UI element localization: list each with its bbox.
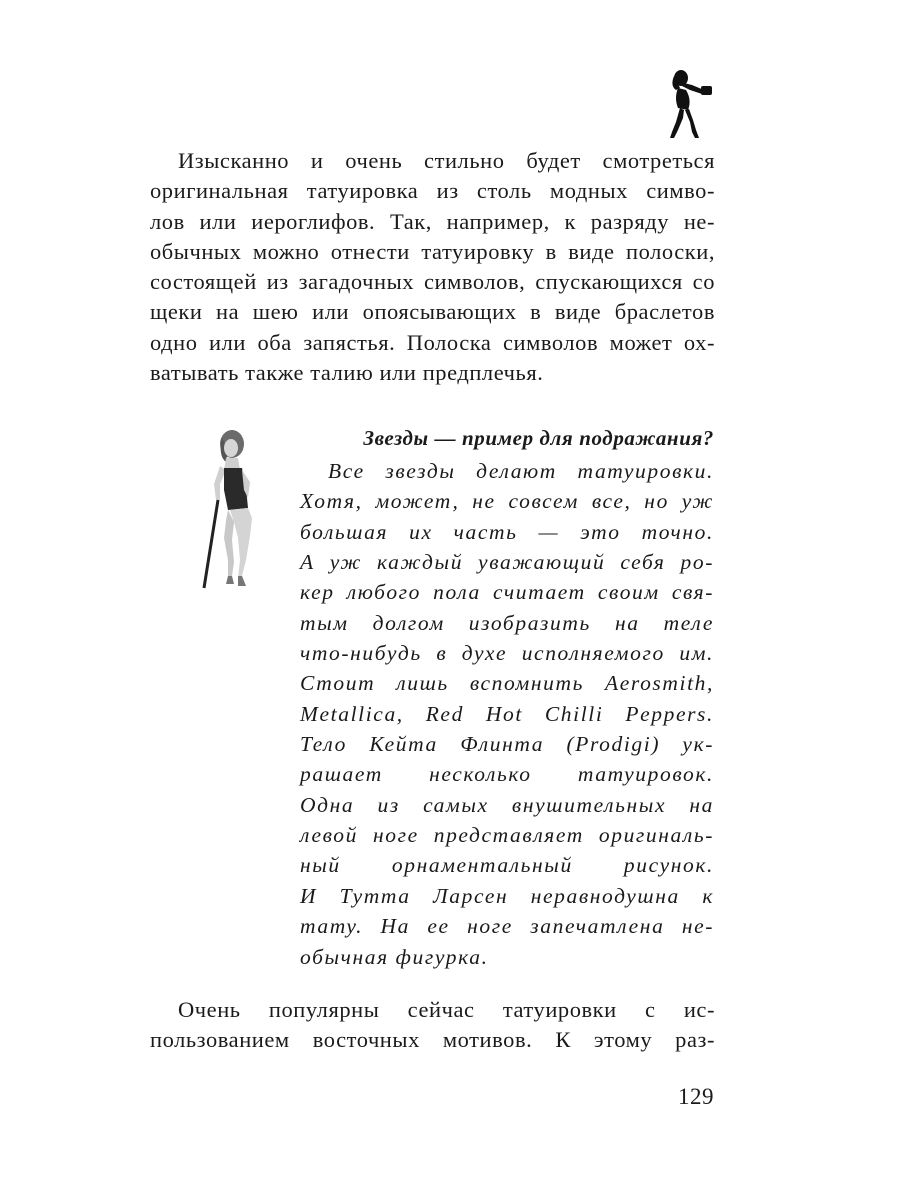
text-line: Тело Кейта Флинта (Prodigi) ук- [300, 732, 714, 757]
text-line: оригинальная татуировка из столь модных симво- [150, 178, 715, 204]
text-line: Одна из самых внушительных на [300, 792, 714, 817]
paragraph-intro [150, 146, 715, 388]
text-line: Metallica, Red Hot Chilli Peppers. [300, 701, 714, 726]
text-line: тым долгом изобразить на теле [300, 610, 714, 635]
text-line: Изысканно и очень стильно будет смотреться [178, 148, 715, 173]
paragraph-oriental [150, 995, 715, 1056]
text-line: Очень популярны сейчас татуировки с ис- [178, 997, 715, 1022]
text-line: обычная фигурка. [300, 944, 489, 969]
text-line: одно или оба запястья. Полоска символов может ох- [150, 329, 715, 355]
text-line: левой ноге представляет оригиналь- [300, 823, 714, 848]
sidebar-title: Звезды — пример для подражания? [363, 426, 714, 450]
sidebar-note [300, 424, 714, 972]
sidebar-body [300, 456, 714, 972]
text-line: А уж каждый уважающий себя ро- [300, 550, 714, 575]
text-line: ватывать также талию или предплечья. [150, 360, 544, 386]
dancer-silhouette-icon [668, 68, 716, 140]
text-line: пользованием восточных мотивов. К этому раз- [150, 1027, 715, 1053]
page-number: 129 [678, 1084, 714, 1109]
text-line: щеки на шею или опоясывающих в виде браслетов [150, 299, 715, 325]
text-line: обычных можно отнести татуировку в виде полоски, [150, 238, 715, 264]
text-line: Хотя, может, не совсем все, но уж [300, 489, 714, 514]
pinup-girl-illustration [198, 426, 268, 594]
text-line: что-нибудь в духе исполняемого им. [300, 641, 714, 666]
text-line: Стоит лишь вспомнить Aerosmith, [300, 671, 714, 696]
text-line: И Тутта Ларсен неравнодушна к [300, 883, 714, 908]
text-line: ный орнаментальный рисунок. [300, 853, 714, 878]
text-line: Все звезды делают татуировки. [328, 459, 714, 483]
text-line: кер любого пола считает своим свя- [300, 580, 714, 605]
text-line: состоящей из загадочных символов, спускающихся со [150, 269, 715, 295]
text-line: тату. На ее ноге запечатлена не- [300, 914, 714, 939]
text-line: лов или иероглифов. Так, например, к разряду не- [150, 208, 715, 234]
text-line: большая их часть — это точно. [300, 519, 714, 544]
text-line: рашает несколько татуировок. [300, 762, 714, 787]
